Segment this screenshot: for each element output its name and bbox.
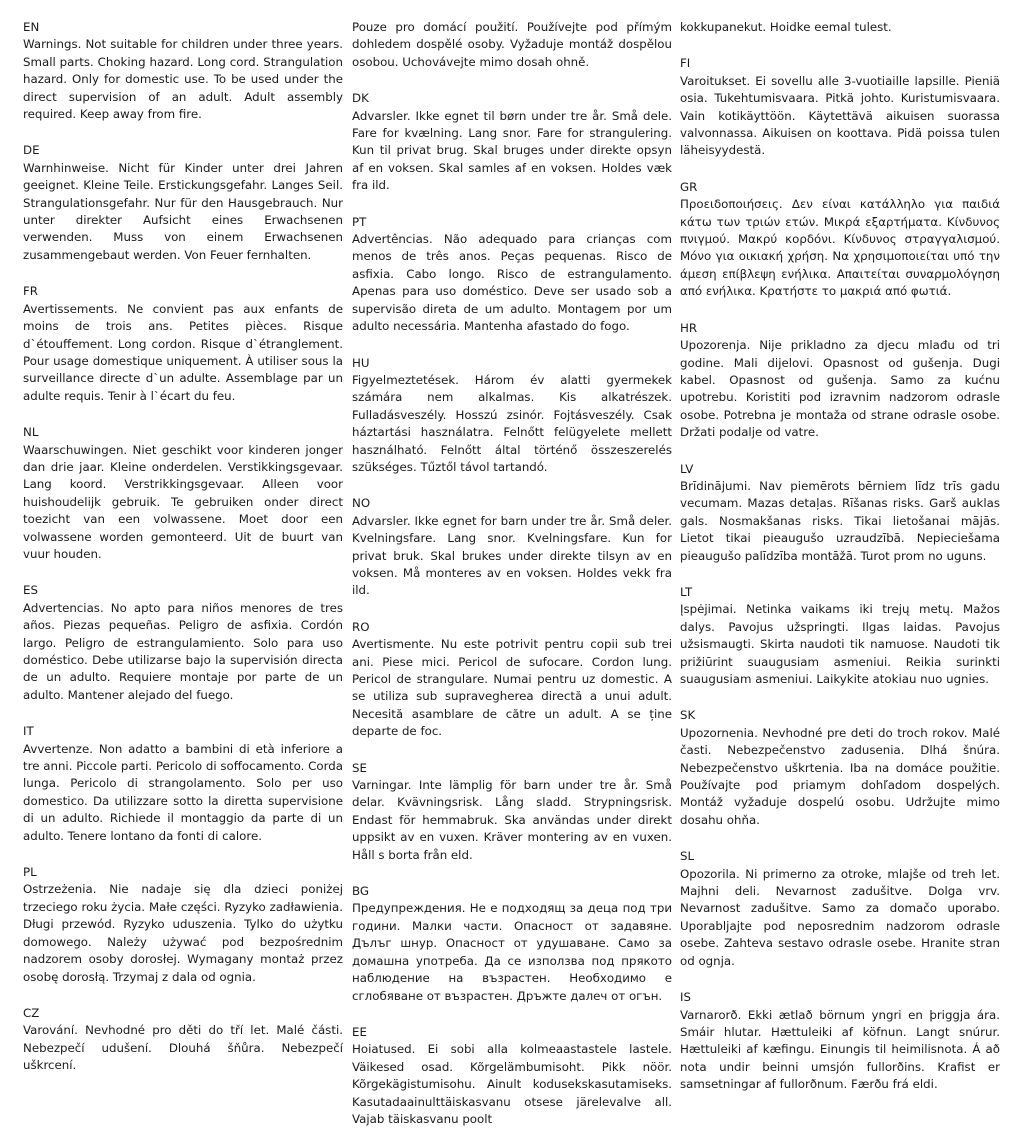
section-hu xyxy=(352,355,672,477)
section-bg xyxy=(352,883,672,1005)
warning-text: Waarschuwingen. Niet geschikt voor kinderen jonger dan drie jaar. Kleine onderdelen. Verstikkingsgevaar. Lang koord. Verstrikkingsgevaar. Alleen voor huishoudelijk gebruik. Te gebruiken onder direct toezicht van een volwassene. Moet door een volwassene worden gemonteerd. Uit de buurt van vuur houden. xyxy=(23,442,343,561)
warning-text: Advarsler. Ikke egnet for barn under tre år. Små deler. Kvelningsfare. Lang snor. Kvelningsfare. Kun for privat bruk. Skal brukes under direkte tilsyn av en voksen. Må monteres av en voksen. Holdes vekk fra ild. xyxy=(352,513,672,598)
section-lt xyxy=(680,584,1000,688)
warning-text: Warnhinweise. Nicht für Kinder unter drei Jahren geeignet. Kleine Teile. Erstickungsgefahr. Langes Seil. Strangulationsgefahr. Nur für den Hausgebrauch. Nur unter direkter Aufsicht eines Erwachsenen verwenden. Muss von einem Erwachsenen zusammengebaut werden. Von Feuer fernhalten. xyxy=(23,160,343,262)
section-is xyxy=(680,989,1000,1093)
warning-text: Upozornenia. Nevhodné pre deti do troch rokov. Malé časti. Nebezpečenstvo zadusenia. Dlhá šnúra. Nebezpečenstvo uškrtenia. Iba na domáce použitie. Používajte pod priamym dohľadom dospelých. Montáž vyžaduje dospelú osobu. Udržujte mimo dosahu ohňa. xyxy=(680,725,1000,827)
warning-text: Avertissements. Ne convient pas aux enfants de moins de trois ans. Petites pièces. Risque d`étouffement. Long cordon. Risque d`étranglement. Pour usage domestique uniquement. À utiliser sous la surveillance directe d`un adulte. Assemblage par un adulte requis. Tenir à l`écart du feu. xyxy=(23,301,343,403)
warning-text: Warnings. Not suitable for children under three years. Small parts. Choking hazard. Long cord. Strangulation hazard. Only for domestic use. To be used under the direct supervision of an adult. Adult assembly required. Keep away from fire. xyxy=(23,37,343,122)
language-code: LV xyxy=(680,461,694,476)
language-code: EE xyxy=(352,1024,367,1039)
warning-text: Figyelmeztetések. Három év alatti gyermekek számára nem alkalmas. Kis alkatrészek. Fulladásveszély. Hosszú zsinór. Fojtásveszély. Csak háztartási használatra. Felnőtt felügyelete mellett használható. Felnőtt által történő összeszerelés szükséges. Tűztől távol tartandó. xyxy=(352,372,672,474)
section-sl xyxy=(680,848,1000,970)
language-code: BG xyxy=(352,884,370,899)
language-code: FR xyxy=(23,284,38,299)
language-code: NL xyxy=(23,425,39,440)
language-code: GR xyxy=(680,179,698,194)
warning-text: Advarsler. Ikke egnet til børn under tre år. Små dele. Fare for kvælning. Lang snor. Fare for strangulering. Kun til privat brug. Skal bruges under direkte opsyn af en voksen. Skal samles af en voksen. Holdes væk fra ild. xyxy=(352,108,672,193)
warning-text: Advertencias. No apto para niños menores de tres años. Piezas pequeñas. Peligro de asfixia. Cordón largo. Peligro de estrangulamiento. Solo para uso doméstico. Debe utilizarse bajo la supervisión directa de un adulto. Requiere montaje por parte de un adulto. Mantener alejado del fuego. xyxy=(23,600,343,702)
language-code: RO xyxy=(352,619,370,634)
language-code: NO xyxy=(352,496,371,511)
section-hr xyxy=(680,320,1000,442)
warning-text: Varnarorð. Ekki ætlað börnum yngri en þriggja ára. Smáir hlutar. Hættuleiki af köfnun. Langt snúrur. Hættuleiki af kæfingu. Einungis til heimilisnota. Á að nota undir beinni umsjón fullorðins. Krafist er samsetningar af fullorðnum. Færðu frá eldi. xyxy=(680,1007,1000,1092)
column-3 xyxy=(680,19,1000,1113)
warning-text: Предупреждения. Не е подходящ за деца под три години. Малки части. Опасност от задавяне. Дълъг шнур. Опасност от удушаване. Само за домашна употреба. Да се използва под прякото наблюдение на възрастен. Необходимо е сглобяване от възрастен. Дръжте далеч от огън. xyxy=(352,901,672,1003)
section-ee-continued xyxy=(680,19,1000,36)
section-fi xyxy=(680,55,1000,159)
warning-text: Varoitukset. Ei sovellu alle 3-vuotiaille lapsille. Pieniä osia. Tukehtumisvaara. Pitkä johto. Kuristumisvaara. Vain kotikäyttöön. Käytettävä aikuisen suorassa valvonnassa. Aikuisen on koottava. Pidä poissa tulen läheisyydestä. xyxy=(680,73,1000,158)
section-fr xyxy=(23,283,343,405)
section-en xyxy=(23,19,343,123)
column-1 xyxy=(23,19,343,1094)
warning-text: Įspėjimai. Netinka vaikams iki trejų metų. Mažos dalys. Pavojus užspringti. Ilgas laidas. Pavojus užsismaugti. Skirta naudoti tik namuose. Naudoti tik prižiūrint suaugusiam asmeniui. Reikia surinkti suaugusiam asmeniui. Laikykite atokiau nuo ugnies. xyxy=(680,602,1000,686)
section-no xyxy=(352,495,672,599)
warning-text: Upozorenja. Nije prikladno za djecu mlađu od tri godine. Mali dijelovi. Opasnost od gušenja. Dugi kabel. Opasnost od gušenja. Samo za kućnu upotrebu. Koristiti pod izravnim nadzorom odrasle osobe. Potrebna je montaža od strane odrasle osobe. Držati podalje od vatre. xyxy=(680,338,1000,440)
language-code: PT xyxy=(352,214,367,229)
language-code: IS xyxy=(680,990,691,1005)
warning-text: Brīdinājumi. Nav piemērots bērniem līdz trīs gadu vecumam. Mazas detaļas. Rīšanas risks. Garš auklas gals. Nosmakšanas risks. Tikai lietošanai mājās. Lietot tikai pieaugušo uzraudzībā. Nepieciešama pieaugušo palīdzība montāžā. Turot prom no uguns. xyxy=(680,478,1000,563)
warning-text: Varningar. Inte lämplig för barn under tre år. Små delar. Kvävningsrisk. Lång sladd. Strypningsrisk. Endast för hemmabruk. Ska användas under direkt uppsikt av en vuxen. Kräver montering av en vuxen. Håll s borta från eld. xyxy=(352,778,672,862)
warning-text: Opozorila. Ni primerno za otroke, mlajše od treh let. Majhni deli. Nevarnost zadušitve. Dolga vrv. Nevarnost zadušitve. Samo za domačo uporabo. Uporabljajte pod neposrednim nadzorom odrasle osebe. Zahteva sestavo odrasle osebe. Hranite stran od ognja. xyxy=(680,866,1000,968)
language-code: FI xyxy=(680,56,691,71)
section-es xyxy=(23,582,343,704)
warning-text: Hoiatused. Ei sobi alla kolmeaastastele lastele. Väikesed osad. Kõrgelämbumisoht. Pikk nöör. Kõrgekägistumisohu. Ainult kodusekskasutamiseks. Kasutadaainulttäiskasvanu otsese järelevalve all. Vajab täiskasvanu poolt xyxy=(352,1042,672,1126)
section-gr xyxy=(680,179,1000,301)
section-sk xyxy=(680,707,1000,829)
language-code: SL xyxy=(680,849,695,864)
section-nl xyxy=(23,424,343,563)
language-code: SK xyxy=(680,708,696,723)
section-se xyxy=(352,760,672,864)
column-2 xyxy=(352,19,672,1147)
language-code: DE xyxy=(23,143,40,158)
warning-text: Avvertenze. Non adatto a bambini di età inferiore a tre anni. Piccole parti. Pericolo di soffocamento. Corda lunga. Pericolo di strangolamento. Solo per uso domestico. Da utilizzare sotto la diretta supervisione di un adulto. Richiede il montaggio da parte di un adulto. Tenere lontano da fonti di calore. xyxy=(23,741,343,843)
language-code: HR xyxy=(680,320,698,335)
section-ro xyxy=(352,619,672,741)
section-ee xyxy=(352,1024,672,1128)
section-pt xyxy=(352,214,672,336)
language-code: HU xyxy=(352,355,370,370)
language-code: IT xyxy=(23,724,34,739)
section-de xyxy=(23,142,343,264)
section-lv xyxy=(680,461,1000,565)
warning-text: Ostrzeżenia. Nie nadaje się dla dzieci poniżej trzeciego roku życia. Małe części. Ryzyko zadławienia. Długi przewód. Ryzyko uduszenia. Tylko do użytku domowego. Należy używać pod bezpośrednim nadzorem osoby dorosłej. Wymagany montaż przez osobę dorosłą. Trzymaj z dala od ognia. xyxy=(23,882,343,984)
section-cz-continued xyxy=(352,19,672,71)
language-code: CZ xyxy=(23,1005,40,1020)
section-dk xyxy=(352,90,672,194)
language-code: PL xyxy=(23,865,37,880)
language-code: DK xyxy=(352,91,369,106)
warning-text: Pouze pro domácí použití. Používejte pod přímým dohledem dospělé osoby. Vyžaduje montáž dospělou osobou. Uchovávejte mimo dosah ohně. xyxy=(352,20,672,69)
warning-text: Advertências. Não adequado para crianças com menos de três anos. Peças pequenas. Risco de asfixia. Cabo longo. Risco de estrangulamento. Apenas para uso doméstico. Deve ser usado sob a supervisão direta de um adulto. Montagem por um adulto necessária. Mantenha afastado do fogo. xyxy=(352,232,672,334)
warning-text: kokkupanekut. Hoidke eemal tulest. xyxy=(680,20,892,34)
section-it xyxy=(23,723,343,845)
warning-text: Avertismente. Nu este potrivit pentru copii sub trei ani. Piese mici. Pericol de sufocare. Cordon lung. Pericol de strangulare. Numai pentru uz domestic. A se utiliza sub supravegherea directă a unui adult. Necesită asamblare de către un adult. A se ține departe de foc. xyxy=(352,637,672,739)
language-code: SE xyxy=(352,760,367,775)
warning-text: Varování. Nevhodné pro děti do tří let. Malé části. Nebezpečí udušení. Dlouhá šňůra. Nebezpečí uškrcení. xyxy=(23,1023,343,1073)
warning-text: Προειδοποιήσεις. Δεν είναι κατάλληλο για παιδιά κάτω των τριών ετών. Μικρά εξαρτήματα. Κίνδυνος πνιγμού. Μακρύ κορδόνι. Κίνδυνος στραγγαλισμού. Μόνο για οικιακή χρήση. Να χρησιμοποιείται υπό την άμεση επίβλεψη ενήλικα. Απαιτείται συναρμολόγηση από ενήλικα. Κρατήστε το μακριά από φωτιά. xyxy=(680,197,1000,299)
section-cz xyxy=(23,1005,343,1075)
section-pl xyxy=(23,864,343,986)
language-code: EN xyxy=(23,20,40,34)
language-code: LT xyxy=(680,584,693,599)
language-code: ES xyxy=(23,583,38,598)
